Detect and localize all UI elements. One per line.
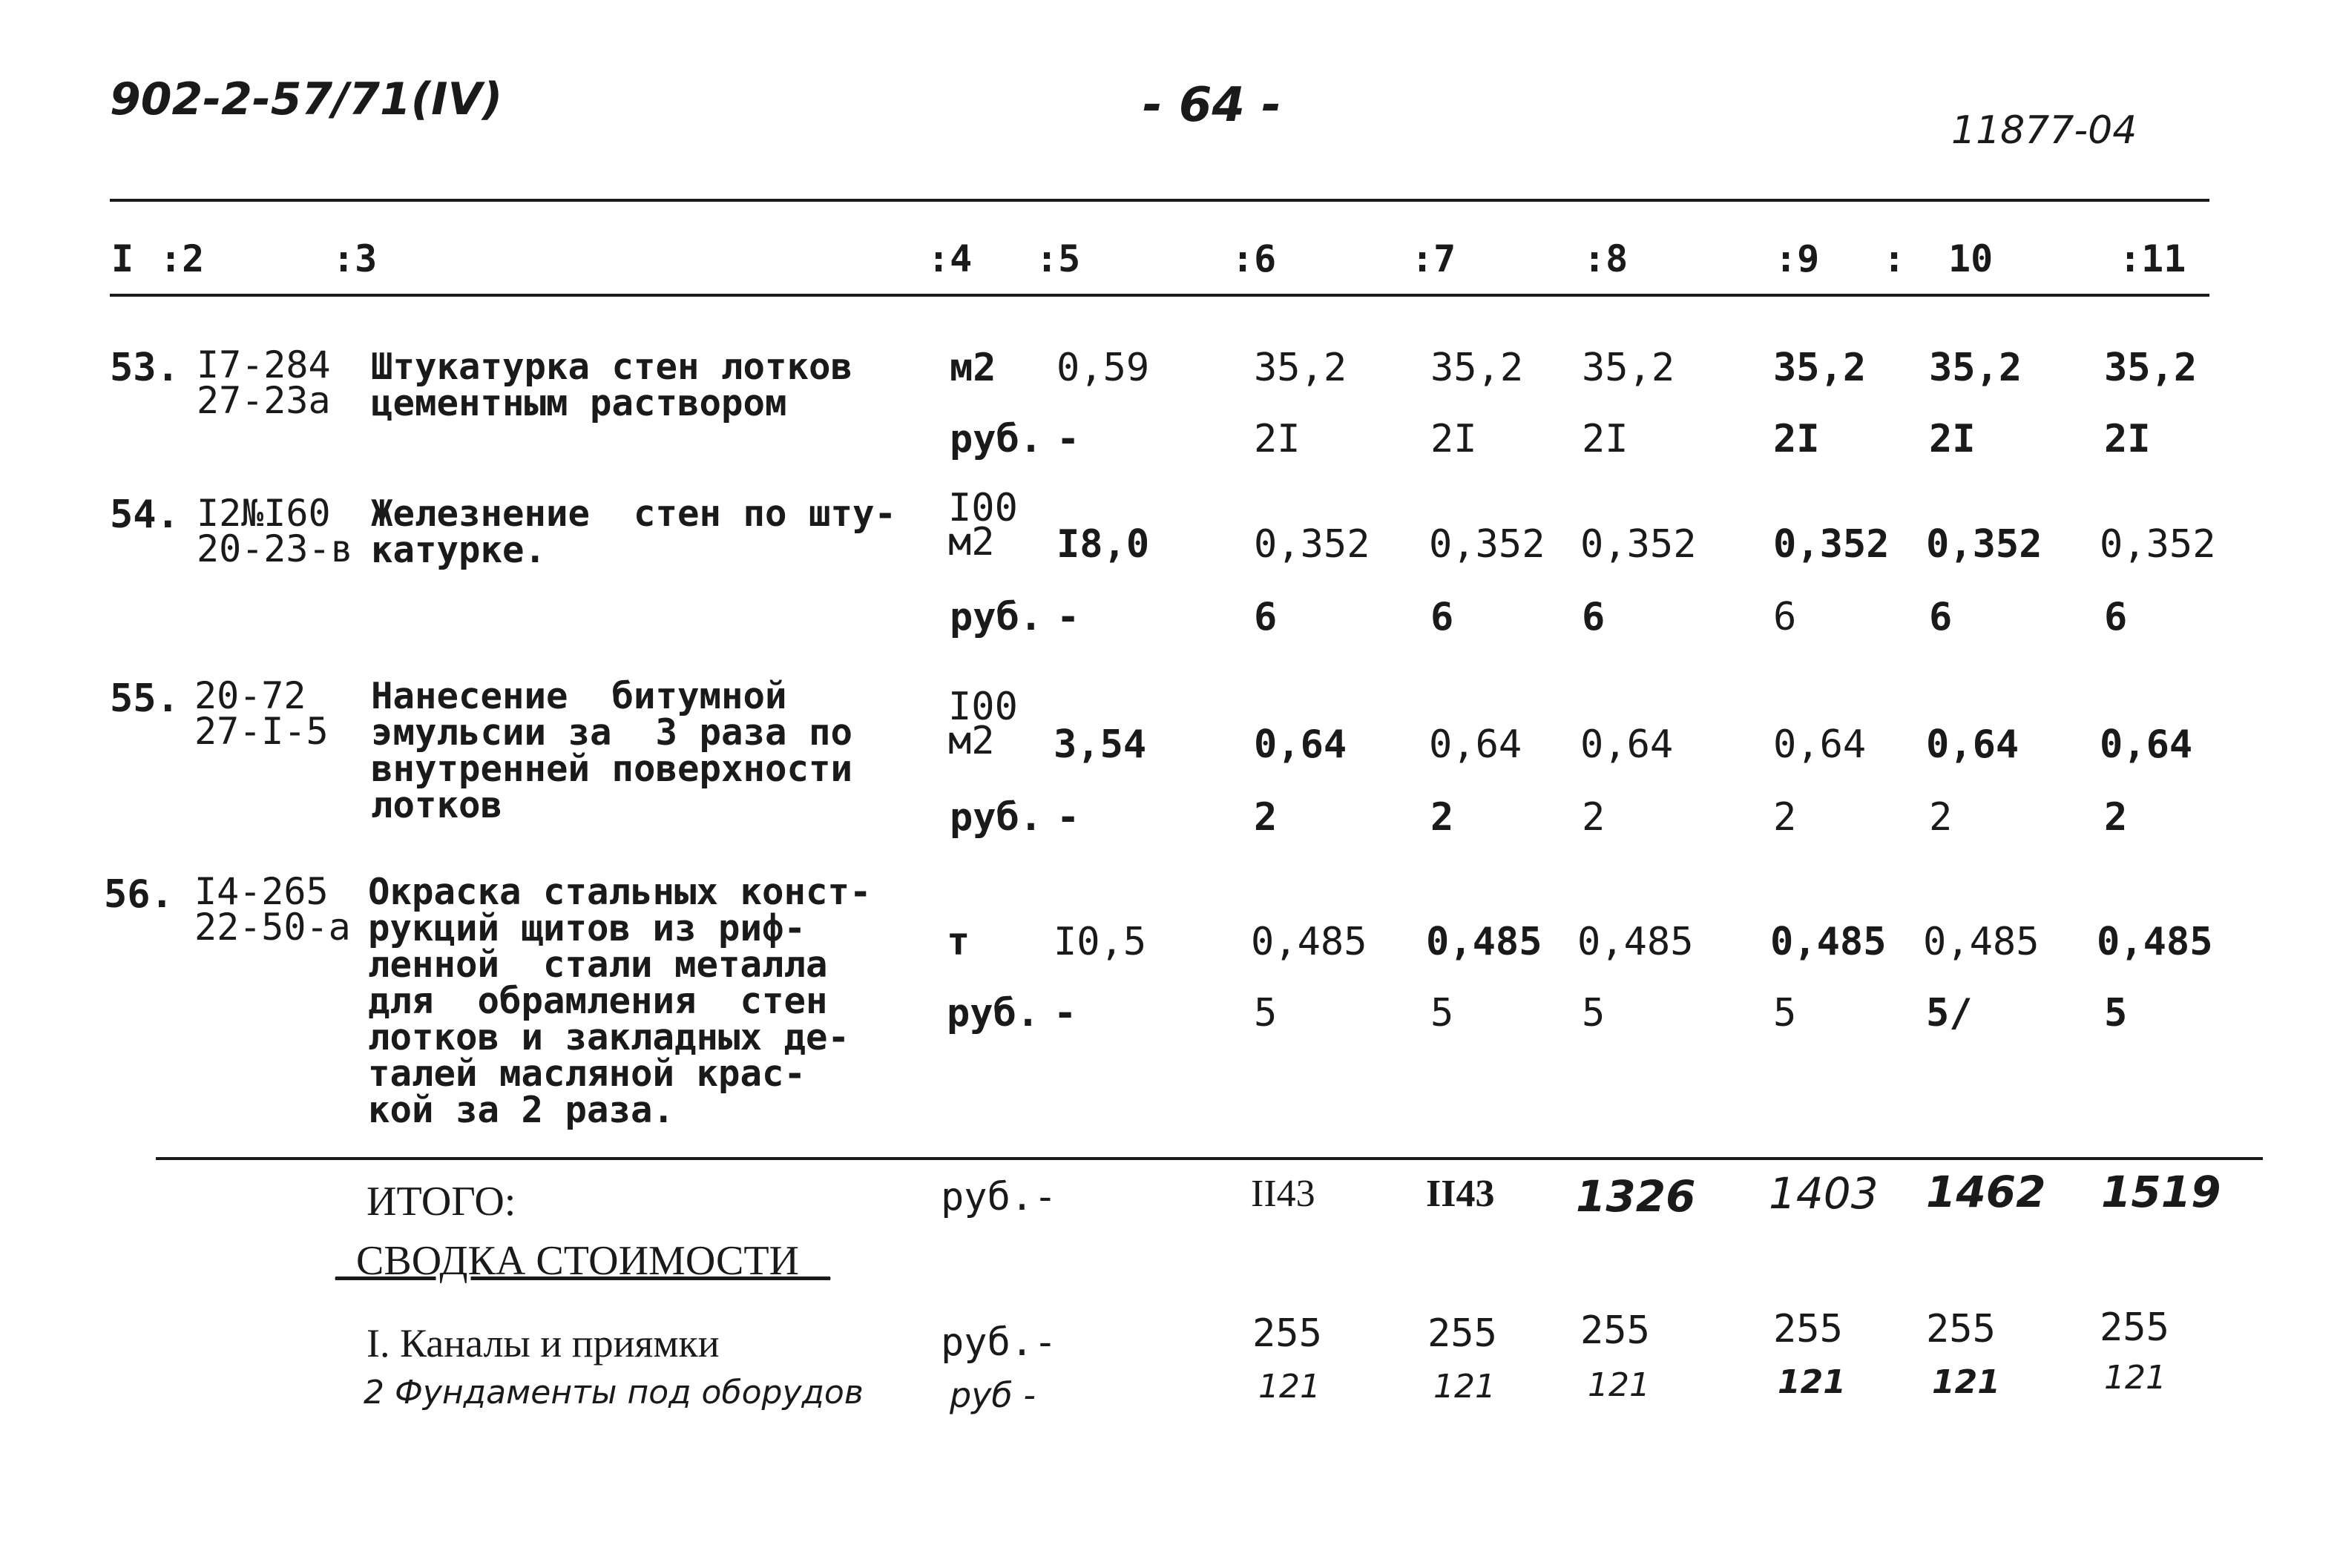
summary-label: I. Каналы и приямки bbox=[367, 1321, 720, 1366]
row-value-col9: 0,352 bbox=[1773, 522, 1890, 567]
row-cost-col8: 2 bbox=[1582, 795, 1606, 840]
row-value-col8: 0,64 bbox=[1580, 722, 1674, 767]
row-value-col10: 0,352 bbox=[1926, 522, 2042, 567]
col-header-3: :3 bbox=[332, 237, 378, 280]
total-value-col6: II43 bbox=[1251, 1173, 1315, 1215]
col-header-10: 10 bbox=[1948, 237, 1994, 280]
row-value-col9: 0,64 bbox=[1773, 722, 1867, 767]
row-description: Окраска стальных конст- рукций щитов из риф- ленной стали металла для обрамления стен лотков и закладных де- талей масляной крас- кой за 2 раза. bbox=[368, 871, 872, 1131]
row-cost-col9: 5 bbox=[1773, 991, 1797, 1035]
row-cost-col11: 6 bbox=[2104, 595, 2128, 639]
row-cost-col6: 6 bbox=[1254, 595, 1278, 639]
row-value-col7: 35,2 bbox=[1430, 346, 1524, 390]
row-value-col8: 0,352 bbox=[1580, 522, 1697, 567]
row-cost-col11: 2I bbox=[2104, 417, 2151, 461]
row-cost-col9: 2 bbox=[1773, 795, 1797, 840]
row-cost-dash: - bbox=[1056, 795, 1080, 840]
summary-value-col7: 121 bbox=[1433, 1368, 1496, 1406]
row-value-col8: 0,485 bbox=[1577, 920, 1694, 964]
row-description: Железнение стен по шту- катурке. bbox=[371, 493, 897, 571]
summary-value-col7: 255 bbox=[1427, 1311, 1497, 1356]
summary-unit: руб.- bbox=[941, 1320, 1057, 1365]
row-cost-col7: 6 bbox=[1430, 595, 1454, 639]
col-header-8: :8 bbox=[1583, 237, 1629, 280]
row-description: Штукатурка стен лотков цементным раствором bbox=[371, 346, 853, 424]
row-quantity: 0,59 bbox=[1056, 346, 1150, 390]
row-value-col7: 0,485 bbox=[1426, 920, 1542, 964]
row-unit: т bbox=[947, 920, 970, 964]
total-rule bbox=[156, 1157, 2263, 1160]
total-value-col11: 1519 bbox=[2101, 1167, 2221, 1217]
row-code: I4-265 22-50-а bbox=[194, 870, 351, 949]
row-cost-col7: 2I bbox=[1430, 417, 1477, 461]
total-unit: руб.- bbox=[941, 1175, 1057, 1219]
row-cost-col11: 2 bbox=[2104, 795, 2128, 840]
row-value-col9: 0,485 bbox=[1770, 920, 1887, 964]
row-number: 55. bbox=[110, 676, 180, 721]
summary-value-col11: 121 bbox=[2104, 1359, 2166, 1397]
col-header-5: :5 bbox=[1036, 237, 1081, 280]
row-quantity: 3,54 bbox=[1054, 722, 1147, 767]
summary-value-col10: 121 bbox=[1932, 1363, 2000, 1401]
summary-value-col6: 255 bbox=[1252, 1311, 1322, 1356]
row-value-col6: 0,485 bbox=[1251, 920, 1367, 964]
row-value-col10: 0,485 bbox=[1923, 920, 2040, 964]
row-value-col10: 35,2 bbox=[1929, 346, 2022, 390]
row-value-col6: 0,352 bbox=[1254, 522, 1370, 567]
row-value-col6: 35,2 bbox=[1254, 346, 1347, 390]
total-value-col8: 1326 bbox=[1576, 1171, 1696, 1222]
summary-unit: руб - bbox=[950, 1375, 1036, 1415]
row-cost-dash: - bbox=[1056, 417, 1080, 461]
total-value-col9: 1403 bbox=[1769, 1168, 1879, 1219]
row-cost-col8: 2I bbox=[1582, 417, 1629, 461]
header-rule bbox=[110, 294, 2209, 297]
summary-value-col9: 121 bbox=[1778, 1363, 1846, 1401]
row-cost-col11: 5 bbox=[2104, 991, 2128, 1035]
row-cost-col7: 5 bbox=[1430, 991, 1454, 1035]
row-cost-unit: руб. bbox=[950, 795, 1043, 840]
row-cost-col8: 6 bbox=[1582, 595, 1606, 639]
row-cost-dash: - bbox=[1056, 595, 1080, 639]
total-value-col10: 1462 bbox=[1926, 1167, 2046, 1217]
summary-value-col9: 255 bbox=[1773, 1307, 1843, 1351]
col-header-6: :6 bbox=[1232, 237, 1277, 280]
row-code: 20-72 27-I-5 bbox=[194, 674, 329, 753]
summary-value-col6: 121 bbox=[1258, 1368, 1321, 1406]
row-quantity: I0,5 bbox=[1054, 920, 1147, 964]
row-number: 53. bbox=[110, 346, 180, 390]
summary-title: _СВОДКА СТОИМОСТИ _ bbox=[335, 1238, 830, 1284]
row-value-col8: 35,2 bbox=[1582, 346, 1675, 390]
row-value-col10: 0,64 bbox=[1926, 722, 2019, 767]
col-header-1: I bbox=[111, 237, 134, 280]
document-code: 902-2-57/71(IV) bbox=[110, 73, 503, 125]
row-quantity: I8,0 bbox=[1056, 522, 1150, 567]
row-cost-col10: 5/ bbox=[1926, 991, 1973, 1035]
row-cost-col6: 5 bbox=[1254, 991, 1278, 1035]
summary-label: 2 Фундаменты под оборудов bbox=[364, 1374, 864, 1411]
row-cost-col6: 2 bbox=[1254, 795, 1278, 840]
row-cost-col9: 2I bbox=[1773, 417, 1820, 461]
summary-value-col10: 255 bbox=[1926, 1307, 1996, 1351]
row-value-col11: 35,2 bbox=[2104, 346, 2198, 390]
row-value-col6: 0,64 bbox=[1254, 722, 1347, 767]
row-number: 54. bbox=[110, 493, 180, 537]
row-value-col9: 35,2 bbox=[1773, 346, 1867, 390]
top-rule bbox=[110, 199, 2209, 202]
row-cost-dash: - bbox=[1054, 991, 1077, 1035]
col-header-11: :11 bbox=[2119, 237, 2186, 280]
row-cost-col10: 6 bbox=[1929, 595, 1953, 639]
summary-value-col8: 121 bbox=[1588, 1366, 1650, 1404]
col-header-2: :2 bbox=[160, 237, 205, 280]
row-value-col11: 0,485 bbox=[2097, 920, 2213, 964]
row-description: Нанесение битумной эмульсии за 3 раза по внутренней поверхности лотков bbox=[371, 675, 853, 826]
row-code: I2№I60 20-23-в bbox=[197, 492, 353, 570]
total-value-col7: II43 bbox=[1426, 1173, 1495, 1215]
total-label: ИТОГО: bbox=[367, 1179, 516, 1225]
col-header-9: :9 bbox=[1775, 237, 1820, 280]
row-cost-col7: 2 bbox=[1430, 795, 1454, 840]
row-unit: м2 bbox=[950, 346, 996, 390]
archive-number: 11877-04 bbox=[1951, 108, 2137, 153]
row-cost-col6: 2I bbox=[1254, 417, 1301, 461]
row-cost-unit: руб. bbox=[950, 595, 1043, 639]
summary-value-col11: 255 bbox=[2100, 1305, 2169, 1350]
row-number: 56. bbox=[104, 872, 174, 917]
row-value-col11: 0,352 bbox=[2100, 522, 2216, 567]
row-unit: I00 м2 bbox=[948, 685, 1018, 763]
row-cost-unit: руб. bbox=[950, 417, 1043, 461]
row-cost-col8: 5 bbox=[1582, 991, 1606, 1035]
row-value-col7: 0,352 bbox=[1429, 522, 1545, 567]
col-header-4: :4 bbox=[927, 237, 973, 280]
summary-value-col8: 255 bbox=[1580, 1308, 1650, 1353]
row-cost-col9: 6 bbox=[1773, 595, 1797, 639]
row-cost-col10: 2I bbox=[1929, 417, 1976, 461]
col-header-sep: : bbox=[1883, 237, 1906, 280]
page-number: - 64 - bbox=[1143, 78, 1281, 133]
row-cost-col10: 2 bbox=[1929, 795, 1953, 840]
col-header-7: :7 bbox=[1411, 237, 1456, 280]
row-unit: I00 м2 bbox=[948, 486, 1018, 564]
row-value-col11: 0,64 bbox=[2100, 722, 2193, 767]
row-cost-unit: руб. bbox=[947, 991, 1040, 1035]
row-value-col7: 0,64 bbox=[1429, 722, 1522, 767]
row-code: I7-284 27-23a bbox=[197, 343, 331, 422]
